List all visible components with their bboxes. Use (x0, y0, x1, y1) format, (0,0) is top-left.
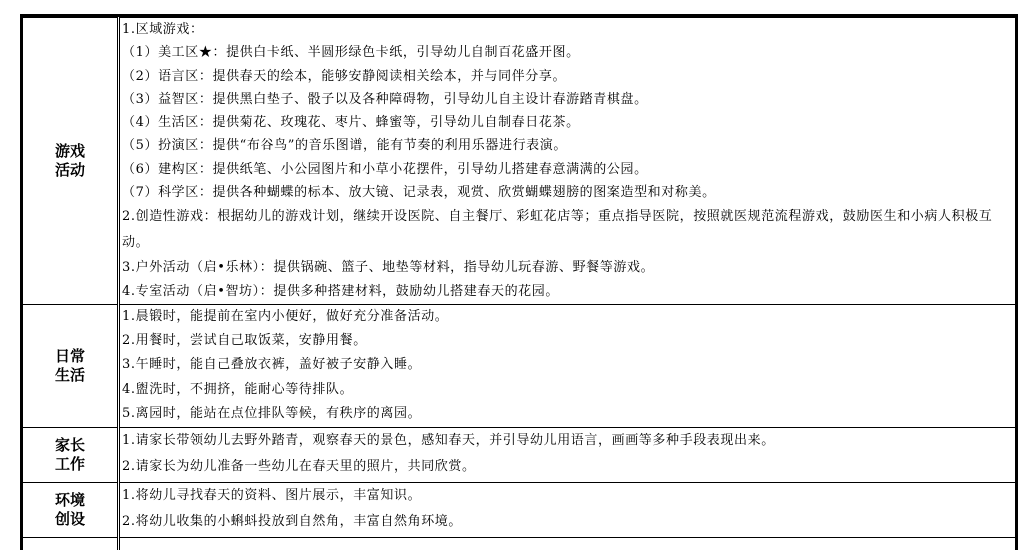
content-line: （5）扮演区：提供“布谷鸟”的音乐图谱，能有节奏的利用乐器进行表演。 (122, 138, 567, 154)
content-line: 3.午睡时，能自己叠放衣裤，盖好被子安静入睡。 (122, 357, 422, 373)
content-line: （7）科学区：提供各种蝴蝶的标本、放大镜、记录表，观赏、欣赏蝴蝶翅膀的图案造型和对称美。 (122, 185, 716, 201)
section-content-home (119, 428, 1017, 483)
content-line: （6）建构区：提供纸笔、小公园图片和小草小花摆件，引导幼儿搭建春意满满的公园。 (122, 161, 648, 177)
section-content-environment (119, 483, 1017, 538)
table-row-daily (22, 305, 1017, 428)
content-line: 1.区域游戏： (122, 22, 204, 37)
content-line: （2）语言区：提供春天的绘本，能够安静阅读相关绘本，并与同伴分享。 (122, 68, 567, 84)
section-label-cell (22, 483, 119, 538)
content-line: 4.专室活动（启•智坊）：提供多种搭建材料，鼓励幼儿搭建春天的花园。 (122, 283, 559, 299)
section-content-next (119, 538, 1017, 550)
section-content-games (119, 18, 1017, 305)
section-label-cell (22, 538, 119, 550)
section-label-cell (22, 305, 119, 428)
content-line: 4.盥洗时，不拥挤，能耐心等待排队。 (122, 381, 354, 397)
table-row-games (22, 18, 1017, 305)
content-line: （3）益智区：提供黑白垫子、骰子以及各种障碍物，引导幼儿自主设计春游踏青棋盘。 (122, 91, 648, 107)
content-line: 2.将幼儿收集的小蝌蚪投放到自然角，丰富自然角环境。 (122, 514, 463, 529)
content-line: 5.离园时，能站在点位排队等候，有秩序的离园。 (122, 405, 422, 421)
section-label-environment: 环境 创设 (54, 491, 85, 528)
table-row-environment (22, 483, 1017, 538)
section-label-home: 家长 工作 (54, 436, 85, 473)
content-line: 1.将幼儿寻找春天的资料、图片展示，丰富知识。 (122, 488, 422, 503)
section-label-games: 游戏 活动 (54, 142, 85, 179)
content-line: （1）美工区★：提供白卡纸、半圆形绿色卡纸，引导幼儿自制百花盛开图。 (122, 45, 580, 61)
section-label-daily: 日常 生活 (54, 347, 85, 384)
content-line: 3.户外活动（启•乐林）：提供锅碗、篮子、地垫等材料，指导幼儿玩春游、野餐等游戏。 (122, 260, 655, 276)
content-line: 2.创造性游戏：根据幼儿的游戏计划，继续开设医院、自主餐厅、彩虹花店等；重点指导医院，按照就医规范流程游戏，鼓励医生和小病人积极互动。 (122, 209, 993, 251)
table-row-next-cut (22, 538, 1017, 550)
content-line: 2.请家长为幼儿准备一些幼儿在春天里的照片，共同欣赏。 (122, 459, 476, 474)
content-line: （4）生活区：提供菊花、玫瑰花、枣片、蜂蜜等，引导幼儿自制春日花茶。 (122, 115, 580, 131)
section-label-cell (22, 18, 119, 305)
content-line: 2.用餐时，尝试自己取饭菜，安静用餐。 (122, 333, 367, 349)
weekly-plan-table (20, 17, 1018, 550)
section-content-daily (119, 305, 1017, 428)
section-label-cell (22, 428, 119, 483)
table-row-home (22, 428, 1017, 483)
content-line: 1.请家长带领幼儿去野外踏青，观察春天的景色，感知春天，并引导幼儿用语言，画画等多种手段表现出来。 (122, 433, 775, 448)
content-line: 1.晨锻时，能提前在室内小便好，做好充分准备活动。 (122, 309, 449, 324)
